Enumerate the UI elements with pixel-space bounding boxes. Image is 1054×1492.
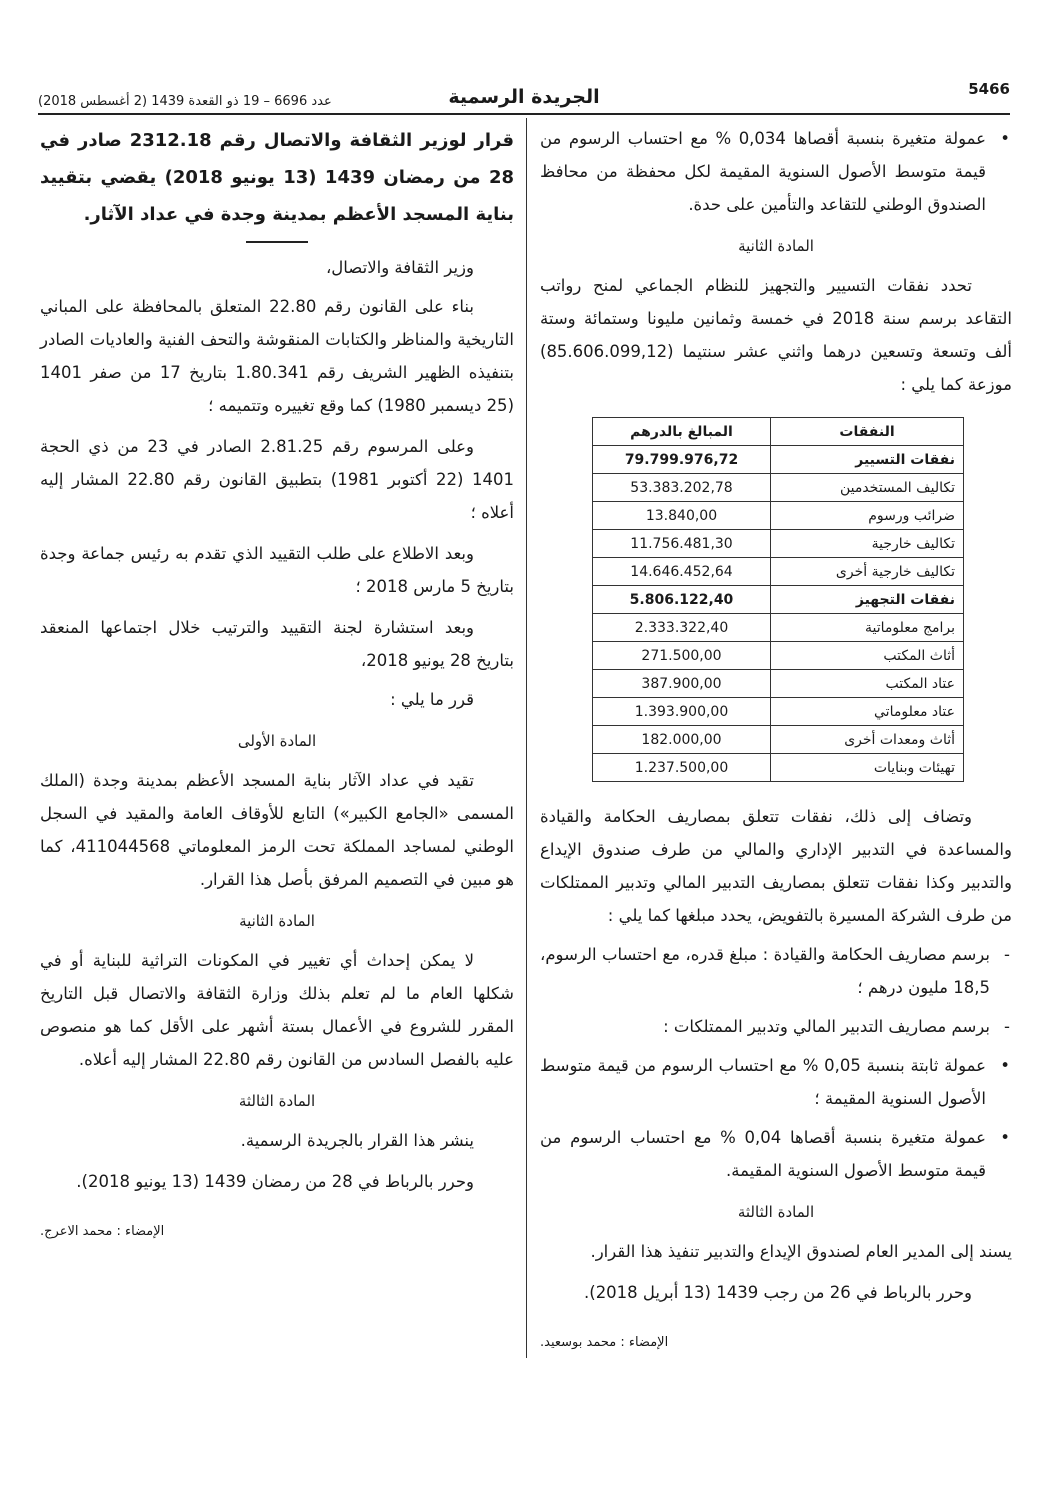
page-header xyxy=(38,80,1010,114)
minister-line: وزير الثقافة والاتصال، xyxy=(325,258,474,277)
expenses-table xyxy=(592,417,964,782)
signature: الإمضاء : محمد الاعرج. xyxy=(40,1224,165,1239)
dash-item-financial-management: - برسم مصاريف التدبير المالي وتدبير الممتلكات : xyxy=(663,1017,1010,1036)
table-row: تكاليف المستخدمين 53.383.202,78 xyxy=(593,474,964,502)
article-text: لا يمكن إحداث أي تغيير في المكونات التراثية للبناية أو في شكلها العام ما لم تعلم بذلك وزارة الثقافة والاتصال قبل التاريخ المقرر للشروع في الأعمال بستة أشهر على الأقل كما هو منصوص عليه بالفصل السادس من القانون رقم 22.80 المشار إليه أعلاه. xyxy=(40,951,514,1069)
table-row: أثاث ومعدات أخرى 182.000,00 xyxy=(593,726,964,754)
column-header-expenses: النفقات xyxy=(771,418,964,446)
right-column xyxy=(540,122,1012,1350)
table-row: تكاليف خارجية أخرى 14.646.452,64 xyxy=(593,558,964,586)
table-row: ضرائب ورسوم 13.840,00 xyxy=(593,502,964,530)
issue-info: عدد 6696 – 19 ذو القعدة 1439 (2 أغسطس 2018) xyxy=(38,94,332,109)
signature: الإمضاء : محمد بوسعيد. xyxy=(540,1335,669,1350)
title-rule xyxy=(246,241,308,243)
bullet-fixed-commission: • عمولة ثابتة بنسبة 0,05 % مع احتساب الرسوم من قيمة متوسط الأصول السنوية المقيمة ؛ xyxy=(540,1049,1012,1115)
recital: وعلى المرسوم رقم 2.81.25 الصادر في 23 من ذي الحجة 1401 (22 أكتوبر 1981) بتطبيق القانون رقم 22.80 المشار إليه أعلاه ؛ xyxy=(40,437,514,522)
bullet-mark: • xyxy=(1000,1128,1010,1147)
table-row: عتاد المكتب 387.900,00 xyxy=(593,670,964,698)
table-row: نفقات التسيير 79.799.976,72 xyxy=(593,446,964,474)
table-row: تكاليف خارجية 11.756.481,30 xyxy=(593,530,964,558)
article-heading: المادة الثانية xyxy=(738,237,814,255)
page-number: 5466 xyxy=(968,80,1010,98)
article-text: ينشر هذا القرار بالجريدة الرسمية. xyxy=(240,1131,474,1150)
bullet-mark: • xyxy=(1000,129,1010,148)
decree-title: قرار لوزير الثقافة والاتصال رقم 2312.18 صادر في 28 من رمضان 1439 (13 يونيو 2018) يقضي بتقييد بناية المسجد الأعظم بمدينة وجدة في عداد الآثار. xyxy=(40,130,515,225)
recital: وبعد الاطلاع على طلب التقييد الذي تقدم به رئيس جماعة وجدة بتاريخ 5 مارس 2018 ؛ xyxy=(40,544,514,596)
bullet-mark: • xyxy=(1000,1056,1010,1075)
article-heading: المادة الأولى xyxy=(237,732,317,750)
left-column xyxy=(40,122,514,1239)
additional-expenses-text: وتضاف إلى ذلك، نفقات تتعلق بمصاريف الحكامة والقيادة والمساعدة في التدبير الإداري والمالي من طرف صندوق الإيداع والتدبير وكذا نفقات تتعلق بمصاريف التدبير المالي وتدبير الممتلكات من طرف الشركة المسيرة بالتفويض، يحدد مبلغها كما يلي : xyxy=(540,807,1012,925)
table-row: برامج معلوماتية 2.333.322,40 xyxy=(593,614,964,642)
gazette-title: الجريدة الرسمية xyxy=(448,86,600,108)
article-heading: المادة الثالثة xyxy=(737,1203,815,1221)
article-heading: المادة الثالثة xyxy=(238,1092,316,1110)
bullet-variable-commission-2: • عمولة متغيرة بنسبة أقصاها 0,04 % مع احتساب الرسوم من قيمة متوسط الأصول السنوية المقيمة. xyxy=(540,1121,1012,1187)
recital: وبعد استشارة لجنة التقييد والترتيب خلال اجتماعها المنعقد بتاريخ 28 يونيو 2018، xyxy=(40,618,514,670)
column-header-amounts: المبالغ بالدرهم xyxy=(593,418,771,446)
table-row: أثاث المكتب 271.500,00 xyxy=(593,642,964,670)
column-divider xyxy=(526,118,527,1358)
done-at: وحرر بالرباط في 26 من رجب 1439 (13 أبريل 2018). xyxy=(584,1283,972,1302)
header-rule xyxy=(38,113,1010,115)
dash-item-governance: - برسم مصاريف الحكامة والقيادة : مبلغ قدره، مع احتساب الرسوم، 18,5 مليون درهم ؛ xyxy=(540,945,1010,997)
article-text: تحدد نفقات التسيير والتجهيز للنظام الجماعي لمنح رواتب التقاعد برسم سنة 2018 في خمسة وثمانين مليونا وستمائة وستة ألف وتسعة وتسعين درهما واثني عشر سنتيما (85.606.099,12) موزعة كما يلي : xyxy=(540,276,1013,394)
done-at: وحرر بالرباط في 28 من رمضان 1439 (13 يونيو 2018). xyxy=(76,1172,474,1191)
article-text: يسند إلى المدير العام لصندوق الإيداع والتدبير تنفيذ هذا القرار. xyxy=(590,1242,1012,1261)
bullet-variable-commission: • عمولة متغيرة بنسبة أقصاها 0,034 % مع احتساب الرسوم من قيمة متوسط الأصول السنوية المقيمة لكل محفظة من محافظ الصندوق الوطني للتقاعد والتأمين على حدة. xyxy=(540,122,1012,221)
article-heading: المادة الثانية xyxy=(239,912,315,930)
decides-line: قرر ما يلي : xyxy=(390,690,474,709)
table-row: تهيئات وبنايات 1.237.500,00 xyxy=(593,754,964,782)
table-header-row xyxy=(593,418,964,446)
table-row: نفقات التجهيز 5.806.122,40 xyxy=(593,586,964,614)
article-text: تقيد في عداد الآثار بناية المسجد الأعظم بمدينة وجدة (الملك المسمى «الجامع الكبير») التابع للأوقاف العامة والمقيد في السجل الوطني لمساجد المملكة تحت الرمز المعلوماتي 411044568، كما هو مبين في التصميم المرفق بأصل هذا القرار. xyxy=(40,771,514,889)
recital: بناء على القانون رقم 22.80 المتعلق بالمحافظة على المباني التاريخية والمناظر والكتابات المنقوشة والتحف الفنية والعاديات الصادر بتنفيذه الظهير الشريف رقم 1.80.341 بتاريخ 17 من صفر 1401 (25 ديسمبر 1980) كما وقع تغييره وتتميمه ؛ xyxy=(40,297,514,415)
table-row: عتاد معلوماتي 1.393.900,00 xyxy=(593,698,964,726)
